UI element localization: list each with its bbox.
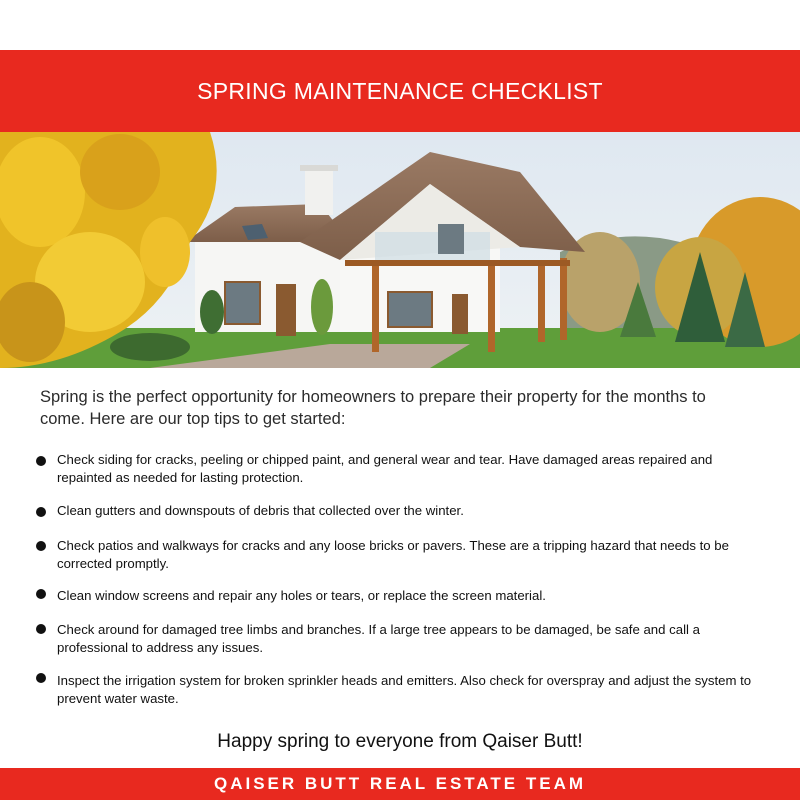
page-title: SPRING MAINTENANCE CHECKLIST [197,77,603,104]
list-item: Check patios and walkways for cracks and any loose bricks or pavers. These are a tripping hazard that needs to be corrected promptly. [57,538,729,571]
list-item: Clean window screens and repair any holes or tears, or replace the screen material. [57,588,546,603]
list-item: Inspect the irrigation system for broken sprinkler heads and emitters. Also check for overspray and adjust the system to prevent water waste. [57,673,752,706]
header-band [0,50,800,132]
bullet-icon [36,456,46,466]
footer-band [0,768,800,800]
list-item: Check siding for cracks, peeling or chipped paint, and general wear and tear. Have damaged areas repaired and repainted as needed for lasting protection. [57,452,713,485]
footer-team-name: QAISER BUTT REAL ESTATE TEAM [213,774,587,793]
house-photo-icon [0,132,800,368]
bullet-icon [36,541,46,551]
hero-image [0,132,800,368]
bullet-icon [36,673,46,683]
intro-paragraph: Spring is the perfect opportunity for homeowners to prepare their property for the months to come. Here are our top tips to get started: [40,388,706,428]
list-item: Clean gutters and downspouts of debris that collected over the winter. [57,503,464,518]
list-item: Check around for damaged tree limbs and branches. If a large tree appears to be damaged, be safe and call a professional to address any issues. [57,622,700,655]
bullet-icon [36,624,46,634]
bullet-icon [36,589,46,599]
closing-message: Happy spring to everyone from Qaiser Butt! [217,731,583,752]
bullet-icon [36,507,46,517]
